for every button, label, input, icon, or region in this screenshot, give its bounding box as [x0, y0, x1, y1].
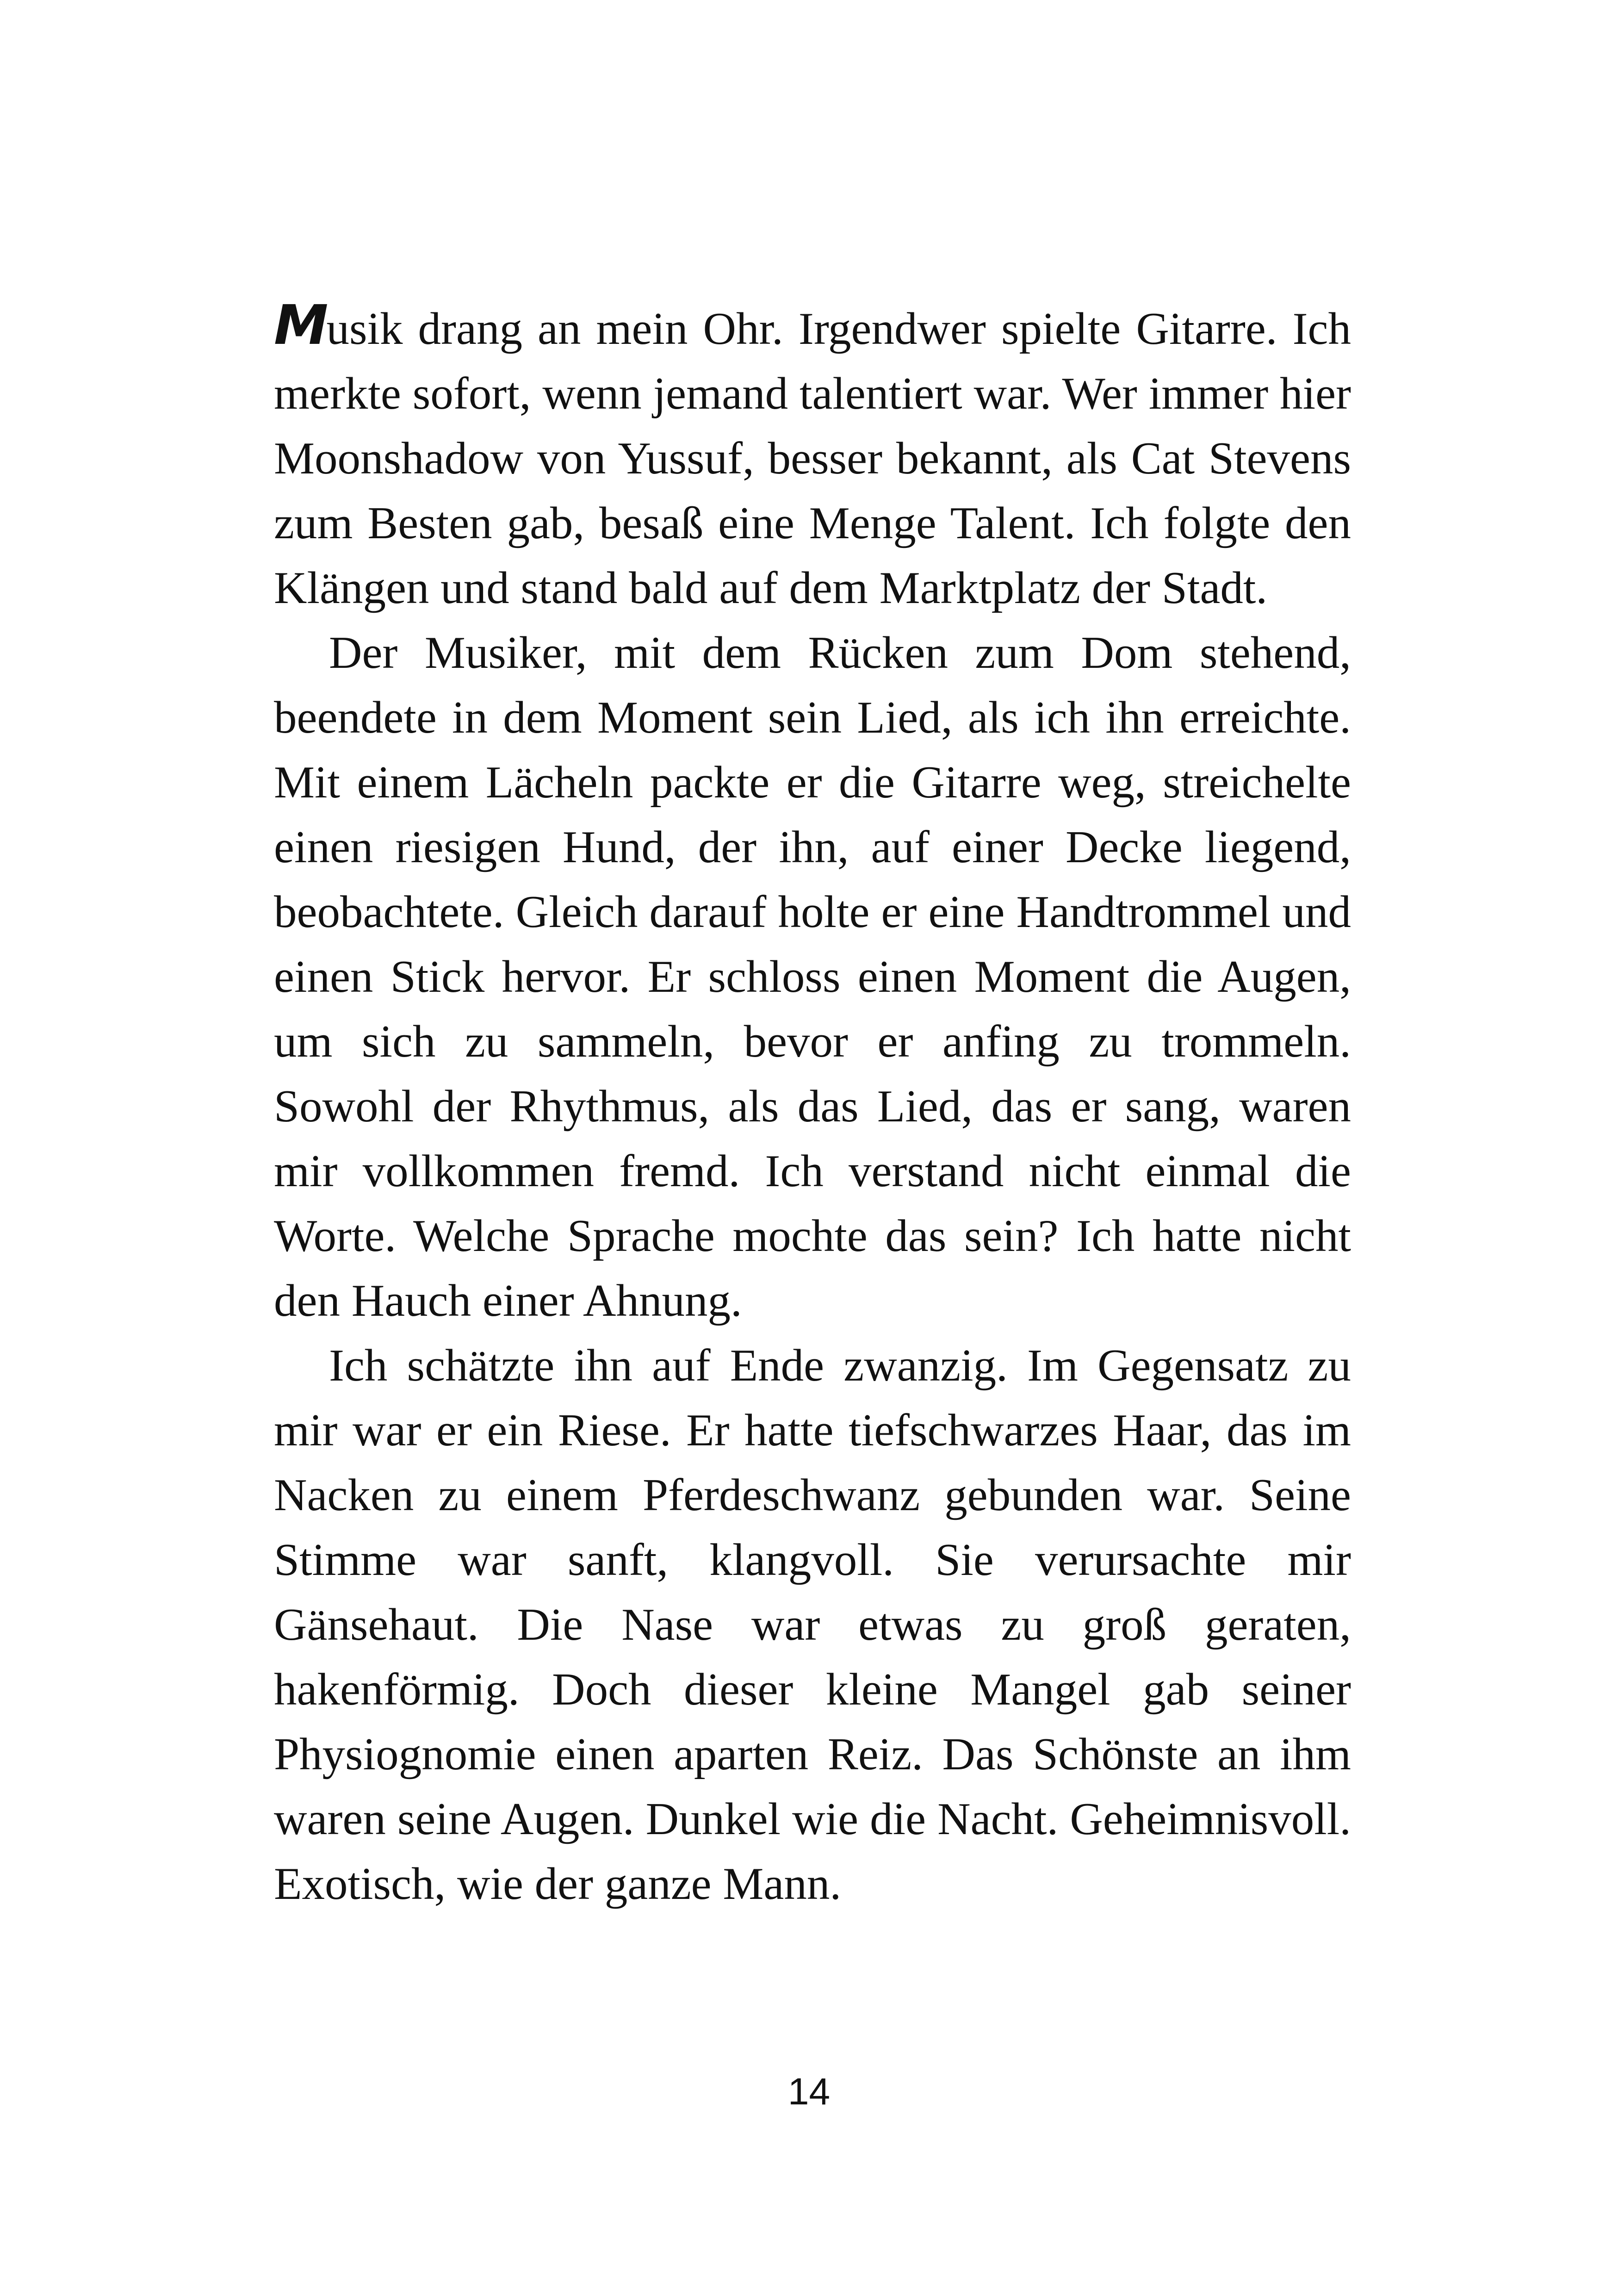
paragraph-1-text: usik drang an mein Ohr. Irgendwer spielte Gitarre. Ich merkte sofort, wenn jemand talentiert war. Wer immer hier Moonshadow von Yussuf, besser bekannt, als Cat Stevens zum Besten gab, besaß eine Menge Talent. Ich folgte den Klängen und stand bald auf dem Marktplatz der Stadt.	[274, 304, 1351, 613]
page-number: 14	[787, 2071, 831, 2113]
paragraph-3: Ich schätzte ihn auf Ende zwanzig. Im Gegensatz zu mir war er ein Riese. Er hatte tiefschwarzes Haar, das im Nacken zu einem Pferdeschwanz gebunden war. Seine Stimme war sanft, klangvoll. Sie verursachte mir Gänsehaut. Die Nase war etwas zu groß geraten, hakenförmig. Doch dieser kleine Mangel gab seiner Physiognomie einen aparten Reiz. Das Schönste an ihm waren seine Augen. Dunkel wie die Nacht. Geheimnisvoll. Exotisch, wie der ganze Mann.	[274, 1340, 1351, 1909]
paragraph-1	[274, 292, 1351, 621]
body-text	[274, 292, 1351, 1916]
drop-cap-initial: M	[274, 293, 327, 357]
paragraph-2: Der Musiker, mit dem Rücken zum Dom stehend, beendete in dem Moment sein Lied, als ich ihn erreichte. Mit einem Lächeln packte er die Gitarre weg, streichelte einen riesigen Hund, der ihn, auf einer Decke liegend, beobachtete. Gleich darauf holte er eine Handtrommel und einen Stick hervor. Er schloss einen Moment die Augen, um sich zu sammeln, bevor er anfing zu trommeln. Sowohl der Rhythmus, als das Lied, das er sang, waren mir vollkommen fremd. Ich verstand nicht einmal die Worte. Welche Sprache mochte das sein? Ich hatte nicht den Hauch einer Ahnung.	[274, 628, 1351, 1326]
